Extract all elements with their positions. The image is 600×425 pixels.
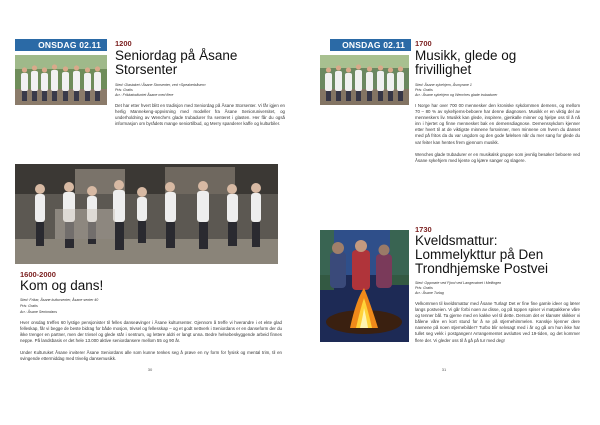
event3-title-line1: Musikk, glede og — [415, 48, 517, 63]
event2-body — [20, 320, 282, 363]
event2-organizer: Arr.: Åsane Seniordans — [20, 310, 58, 314]
event3-organizer: Arr.: Åsane sykehjem og Wenches glade trubadurer — [415, 93, 498, 97]
event1-time: 1200 — [115, 39, 132, 48]
right-page — [300, 0, 600, 425]
event4-title-line1: Kveldsmattur: — [415, 233, 498, 248]
day-band-left: ONSDAG 02.11 — [15, 39, 107, 51]
event2-title: Kom og dans! — [20, 278, 104, 293]
event1-place: Sted: Glastaket i Åsane Storsenter, ved «Speakerbåsen» — [115, 83, 206, 87]
trubadurer-group-photo — [320, 55, 409, 105]
event4-organizer: Arr.: Åsane Turlag — [415, 291, 444, 295]
page-number-left: 30 — [147, 367, 153, 372]
event3-price: Pris: Gratis — [415, 88, 433, 92]
event3-body-p1: I Norge har over 700 00 mennesker den kroniske sykdommen demens, og mellom 70 – 80 % av sykehjems-beboere har denne diagnosen. Musikk er en viktig del av menneskers liv. Musikk kan glede, inspirere, gjenkalle minner og hjelpe oss til å nå inn i hjertet og finne mennesket bak en demensdiagnose. Demenssykdom kjenner etter hvert til at de viktigste minnene forsvinner, men minnene om hvem du danset med på fritos da du var ungdom og den gode følelsen når du mer sang for glede du var feiter kan hentes frem gjennom musikk. — [415, 103, 580, 145]
event2-body-p2: Under Kulturuket Åsane inviterer Åsane Seniordans alle som kunne tenkes seg å prøve en ny form for fysisk og mental trim, til en svingende ettermiddag med trivelig dansemusikk. — [20, 350, 282, 362]
event4-place: Sted: Oppmøte ved Fjord ved Langevatnet i Mellingen — [415, 281, 502, 285]
seniordag-group-photo — [15, 55, 107, 105]
event1-price: Pris: Gratis — [115, 88, 133, 92]
event2-time: 1600-2000 — [20, 270, 56, 279]
event1-body: Det har etter hvert blitt en tradisjon med Seniordag på Åsane Storsenter. Vi får igjen en herlig Mannekeng-oppvisning med modeller fra Åsane Senioruniversitet, og underholdning av Wenche's glade trubadurer fra senteret i glasten. Her får du også informasjon om byrådets mange seniortilbud, og Merry spanderer kaffe og kulturbiler. — [115, 103, 285, 127]
event3-body — [415, 103, 580, 164]
event2-price: Pris: Gratis — [20, 304, 38, 308]
event3-place: Sted: Åsane sykehjem, Åsmyrane 1 — [415, 83, 472, 87]
day-band-right: ONSDAG 02.11 — [330, 39, 411, 51]
event1-title-line2: Storsenter — [115, 62, 178, 77]
event1-organizer: Arr.: Frikkatodluntet Åsane med flere — [115, 93, 174, 97]
page-number-right: 31 — [441, 367, 447, 372]
event4-time: 1730 — [415, 225, 432, 234]
event4-title-line2: Lommelykttur på Den — [415, 247, 544, 262]
event3-time: 1700 — [415, 39, 432, 48]
event4-price: Pris: Gratis — [415, 286, 433, 290]
event4-body: Velkommen til kveldsmattur med Åsane Turlag! Det er fine fine gamle ideer og lærer langs postveien. Vi går forbi noen av disse, og på toppen spiser vi matpakkene våre og tenner bål. Ta gjerne med en kakke vel til dette. Dersom det er klarvær skikker vi bålene våre en kort stund for å se på stjernehimmelen. Kanskje kjenner dere navnene på noen stjernebilder? Turbo blir selvsagt med i år og gå om hun ikke har tullet seg vekk i postgangen! Arrangementet avsluttes ved 19-tiden, og det kommer flere der. Vi gleder oss til å gå på tur med deg! — [415, 301, 580, 343]
event3-title-line2: frivillighet — [415, 62, 472, 77]
event4-title-line3: Trondhjemske Postvei — [415, 261, 549, 276]
event1-title-line1: Seniordag på Åsane — [115, 48, 238, 63]
dance-photo — [15, 164, 278, 264]
event3-body-p2: Wenches glade trubadurer er en musikalsk gruppe som jevnlig besøker beboere ved Åsane sykehjem med kjente og kjære sanger og slagere. — [415, 151, 580, 163]
event2-body-p1: Hver onsdag treffes 60 lystige pensjonister til felles danseøvinger i Åsane kultursenter. Gjennom å treffe vi hverandre i et ekte glad felleskap, får vi begge de beste bidrag for både mosjon, trivsel og fellesskap – og et godt nettverk i Seniordans er en danseform der du ikke trenger en partner, men der trivsel og glede står i sentrum, og lettere aldri er langt unna. Bedre helsebeskyggende arbeid finnes neppe. På landsbasis er det hele 13.000 aktive seniordansere mellom 55 og 90 år. — [20, 320, 282, 344]
campfire-photo — [320, 230, 409, 342]
event2-place: Sted: Frikar, Åsane kultursenter, Åsane senter 40 — [20, 298, 99, 302]
